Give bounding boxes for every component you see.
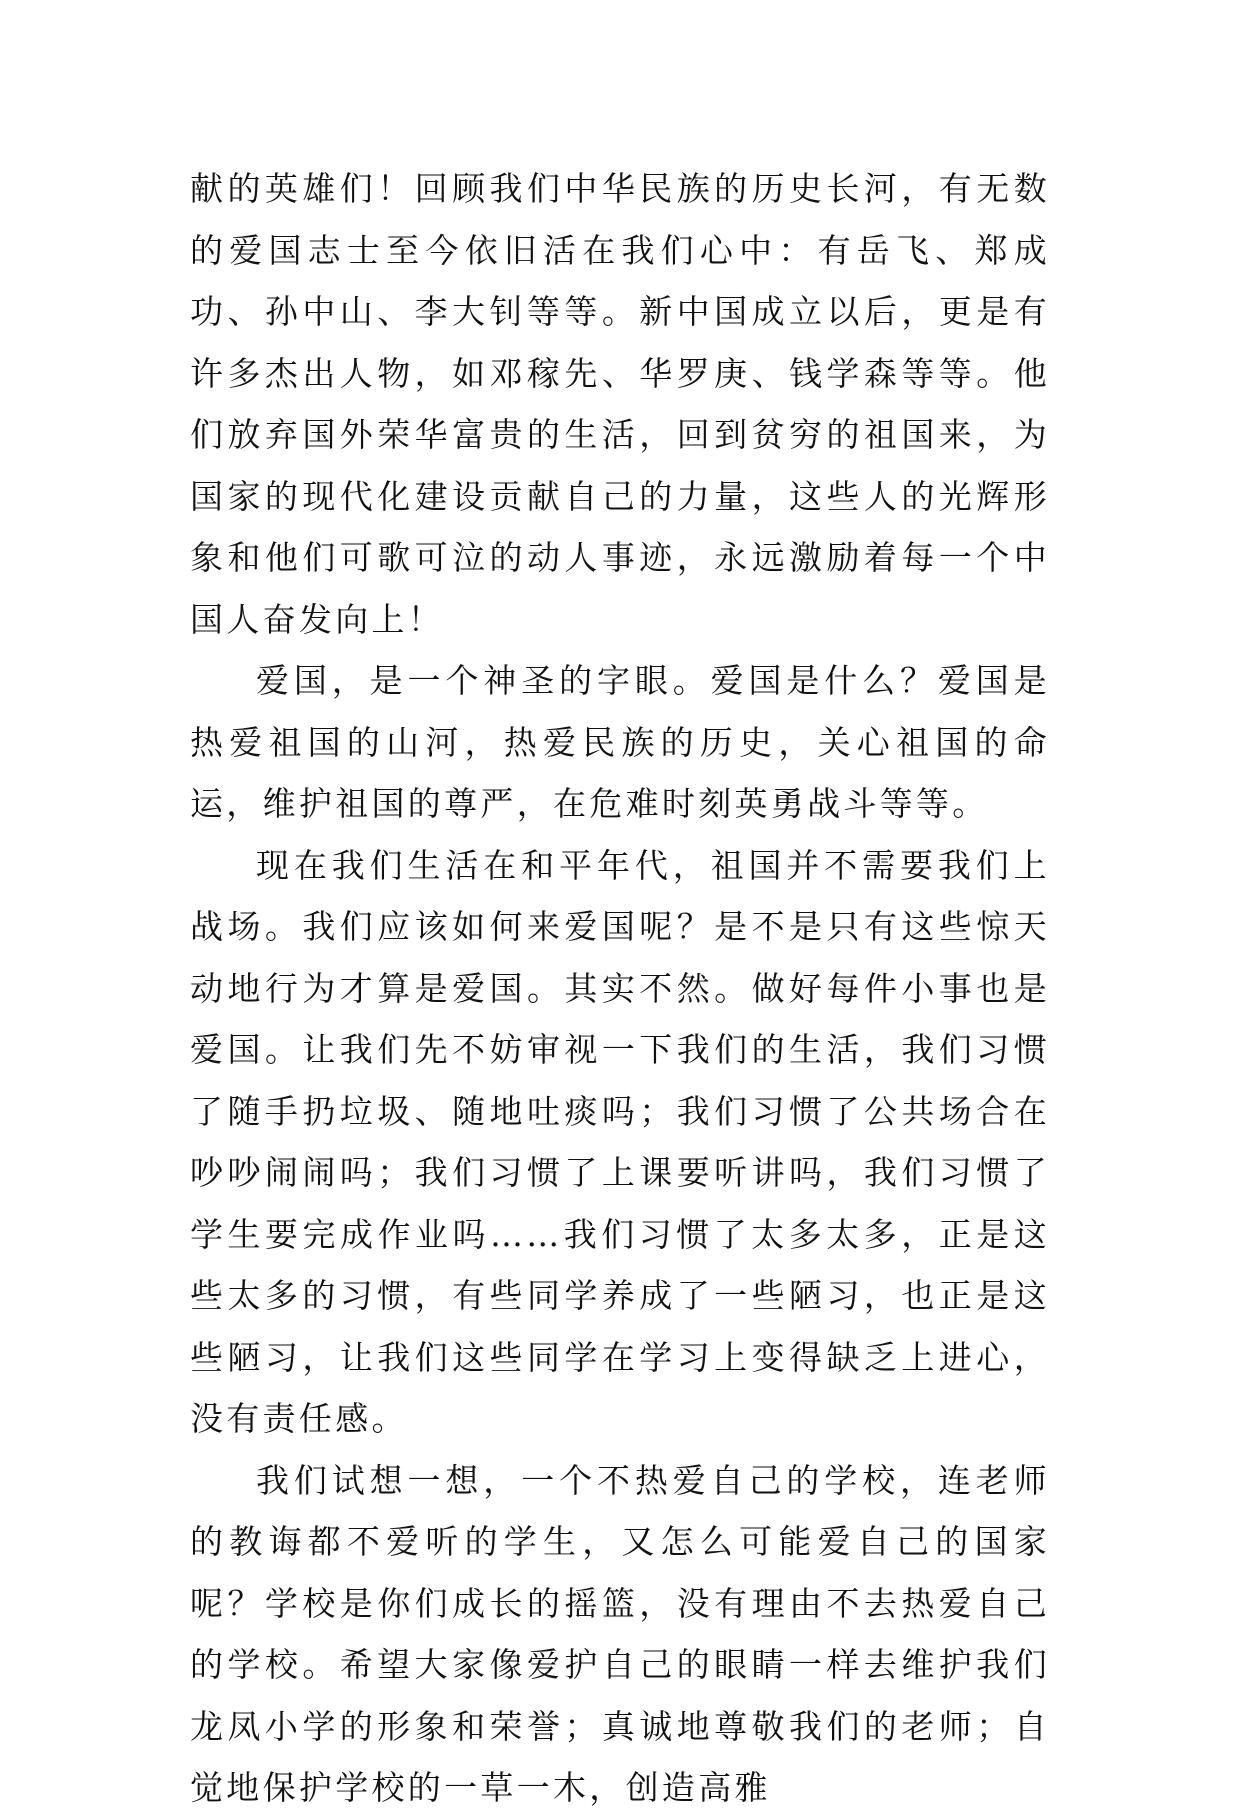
paragraph-love-school: 我们试想一想，一个不热爱自己的学校，连老师的教诲都不爱听的学生，又怎么可能爱自己的国家呢？学校是你们成长的摇篮，没有理由不去热爱自己的学校。希望大家像爱护自己的眼睛一样去维护我们龙凤小学的形象和荣誉；真诚地尊敬我们的老师；自觉地保护学校的一草一木，创造高雅 xyxy=(190,1460,1050,1807)
paragraph-peaceful-times: 现在我们生活在和平年代，祖国并不需要我们上战场。我们应该如何来爱国呢？是不是只有这些惊天动地行为才算是爱国。其实不然。做好每件小事也是爱国。让我们先不妨审视一下我们的生活，我们习惯了随手扔垃圾、随地吐痰吗；我们习惯了公共场合在吵吵闹闹吗；我们习惯了上课要听讲吗，我们习惯了学生要完成作业吗……我们习惯了太多太多，正是这些太多的习惯，有些同学养成了一些陋习，也正是这些陋习，让我们这些同学在学习上变得缺乏上进心，没有责任感。 xyxy=(190,845,1050,1438)
paragraph-heroes: 献的英雄们！回顾我们中华民族的历史长河，有无数的爱国志士至今依旧活在我们心中：有岳飞、郑成功、孙中山、李大钊等等。新中国成立以后，更是有许多杰出人物，如邓稼先、华罗庚、钱学森等等。他们放弃国外荣华富贵的生活，回到贫穷的祖国来，为国家的现代化建设贡献自己的力量，这些人的光辉形象和他们可歌可泣的动人事迹，永远激励着每一个中国人奋发向上！ xyxy=(190,169,1050,639)
document-body xyxy=(190,158,1050,1819)
paragraph-patriotism-definition: 爱国，是一个神圣的字眼。爱国是什么？爱国是热爱祖国的山河，热爱民族的历史，关心祖国的命运，维护祖国的尊严，在危难时刻英勇战斗等等。 xyxy=(190,661,1050,823)
